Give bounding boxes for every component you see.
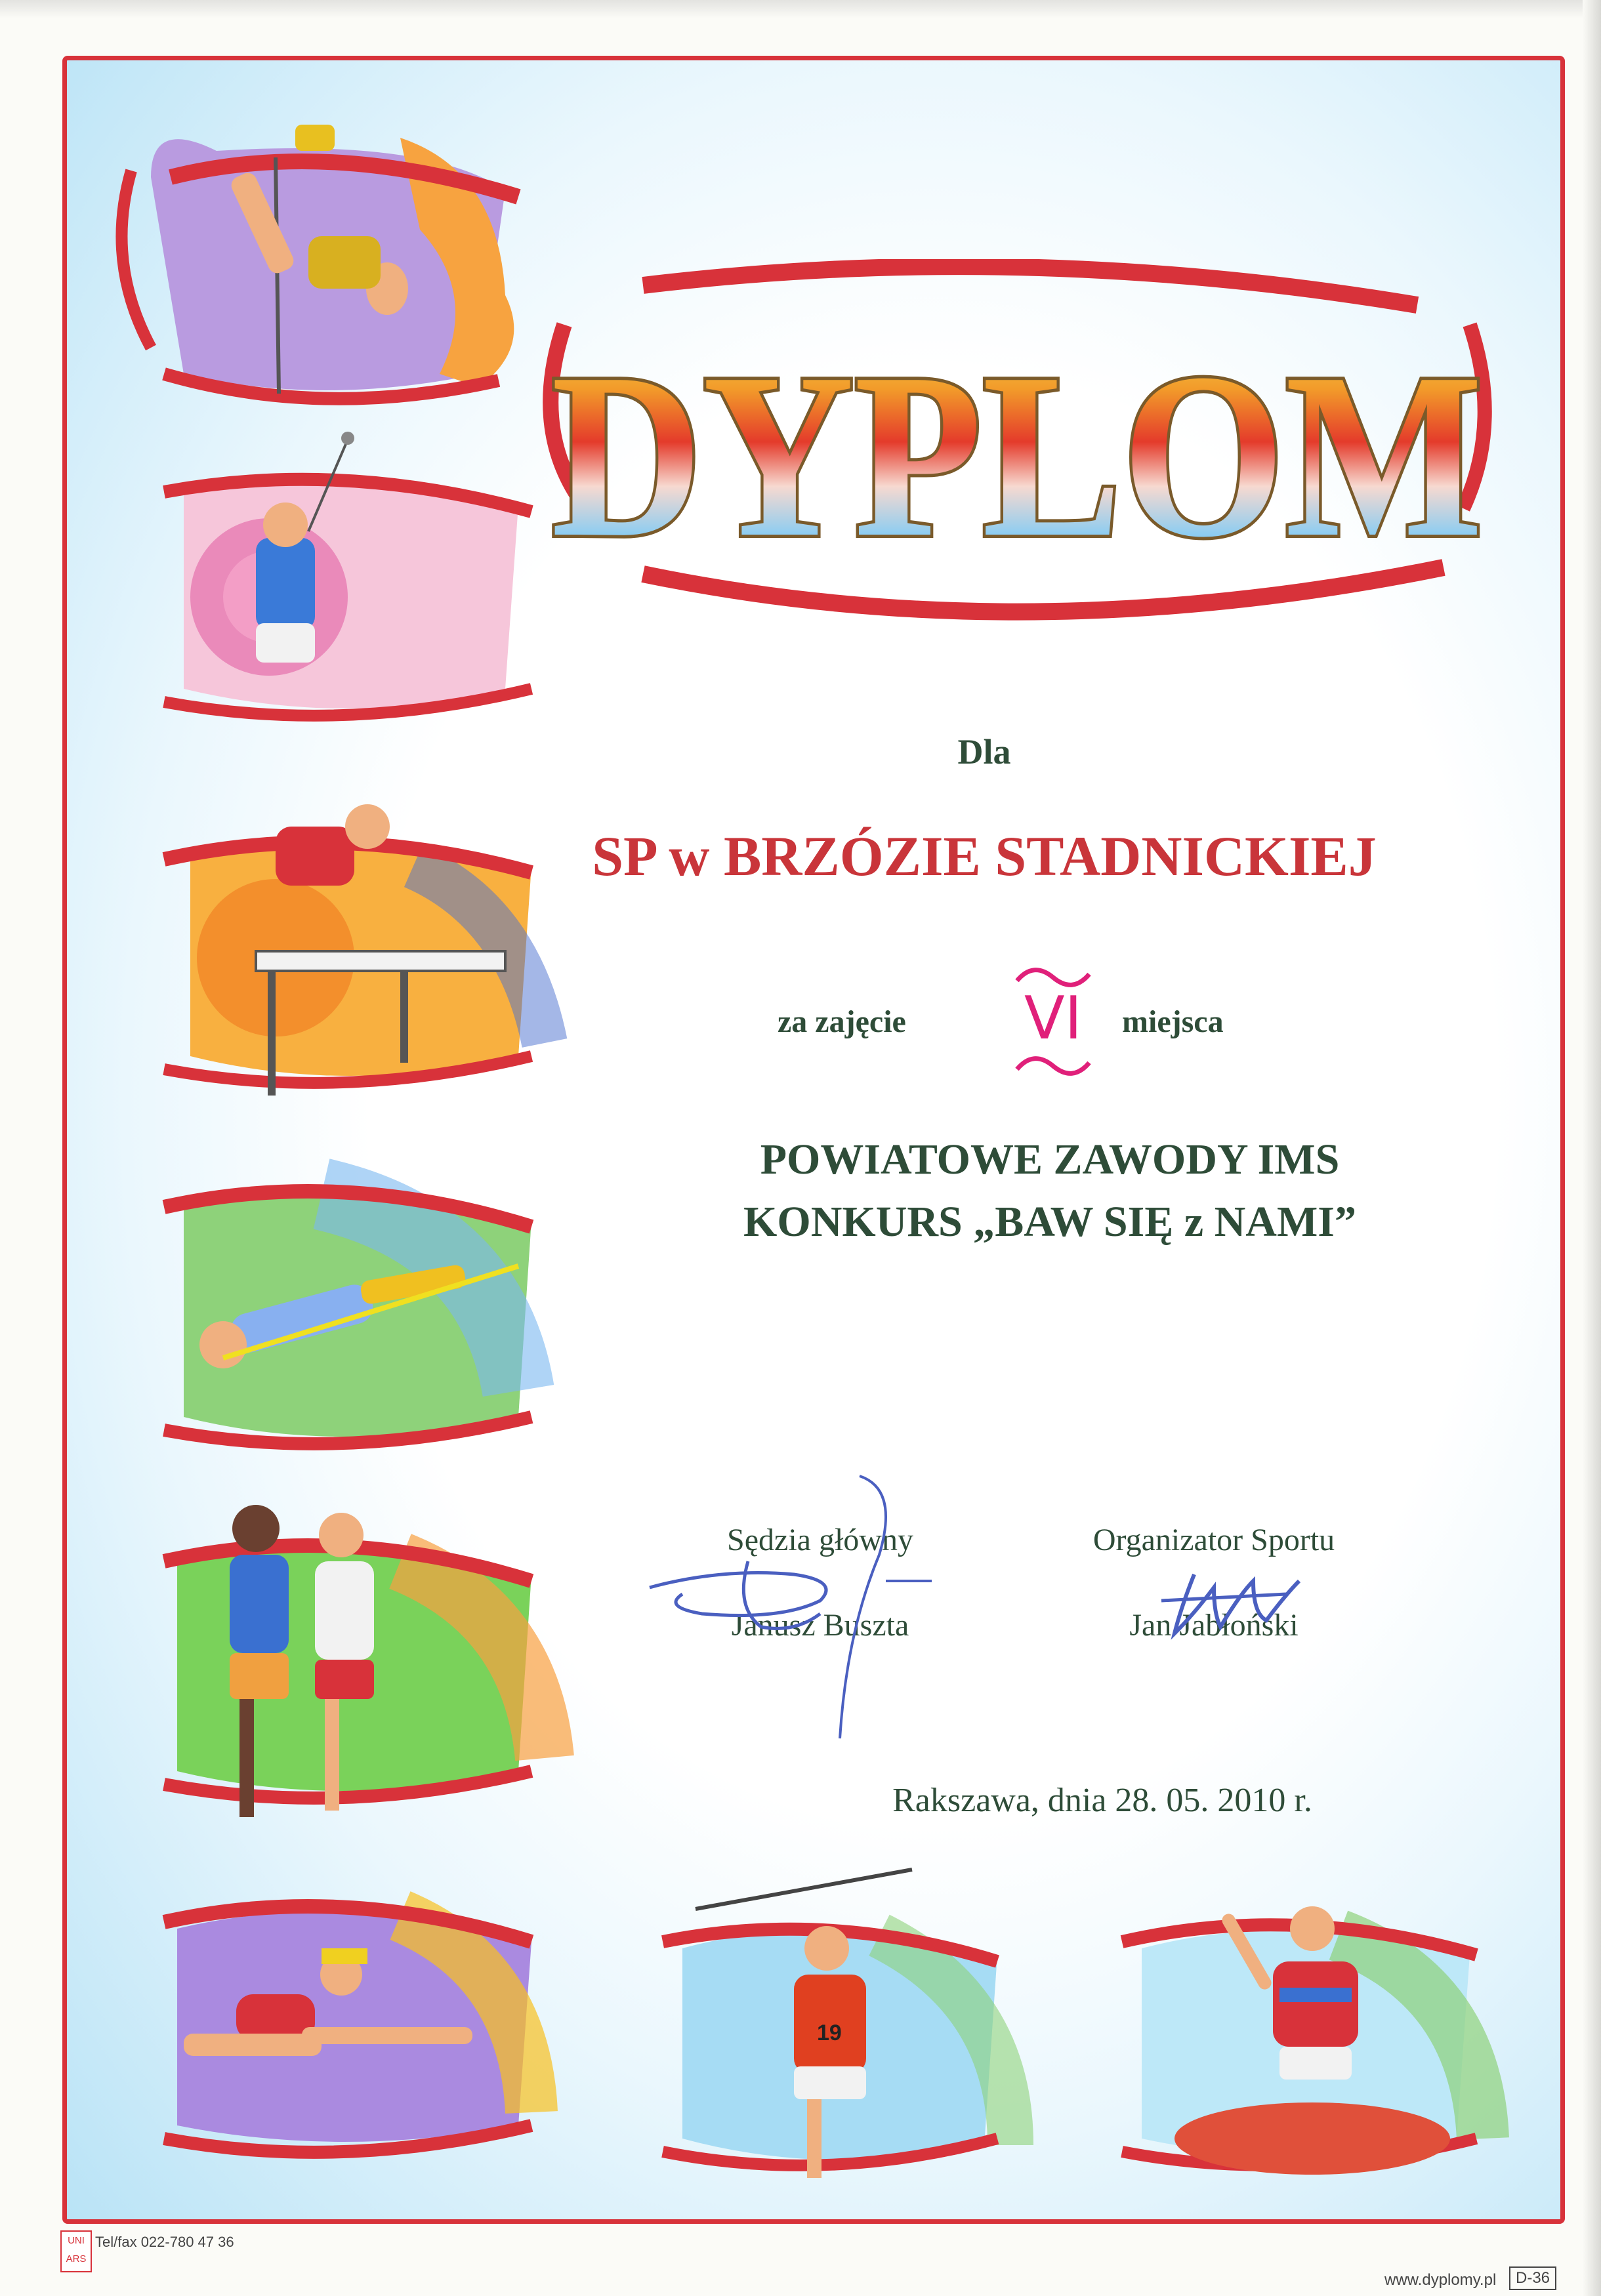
long-jump-illustration <box>125 1876 545 2165</box>
maker-logo: UNI ARS <box>60 2230 92 2272</box>
place-number: VI <box>1024 984 1083 1053</box>
handwritten-place <box>1007 958 1099 1089</box>
title-lettering <box>525 308 1509 584</box>
placement-prefix: za zajęcie <box>778 1004 906 1039</box>
scan-edge-top <box>0 0 1601 18</box>
svg-text:19: 19 <box>817 2020 842 2045</box>
template-code: D-36 <box>1509 2266 1556 2290</box>
pole-vault-illustration <box>112 98 545 440</box>
judge-role: Sędzia główny <box>727 1523 913 1557</box>
high-jump-illustration <box>125 1155 545 1463</box>
organizer-role: Organizator Sportu <box>1092 1523 1335 1557</box>
place-and-date: Rakszawa, dnia 28. 05. 2010 r. <box>892 1782 1312 1819</box>
runners-illustration <box>125 1509 545 1824</box>
placement-suffix: miejsca <box>1122 1004 1224 1039</box>
recipient-name: SP w BRZÓZIE STADNICKIEJ <box>592 825 1377 888</box>
judge-signature-mark <box>623 1463 991 1752</box>
event-line-2: KONKURS „BAW SIĘ z NAMI” <box>743 1198 1356 1246</box>
diploma-title: DYPLOM <box>551 324 1483 584</box>
judge-name: Janusz Buszta <box>731 1608 909 1643</box>
javelin-illustration <box>630 1870 1024 2184</box>
organizer-name: Jan Jabłoński <box>1129 1608 1299 1643</box>
dedication-text: Dla <box>957 732 1011 771</box>
scan-edge-right <box>1583 0 1601 2296</box>
shot-put-illustration <box>1089 1876 1496 2184</box>
event-line-1: POWIATOWE ZAWODY IMS <box>760 1136 1340 1183</box>
maker-website: www.dyplomy.pl <box>1384 2271 1497 2289</box>
hammer-throw-illustration <box>125 453 545 741</box>
organizer-signature-mark <box>1155 1555 1325 1653</box>
maker-phone: Tel/fax 022-780 47 36 <box>95 2234 234 2250</box>
